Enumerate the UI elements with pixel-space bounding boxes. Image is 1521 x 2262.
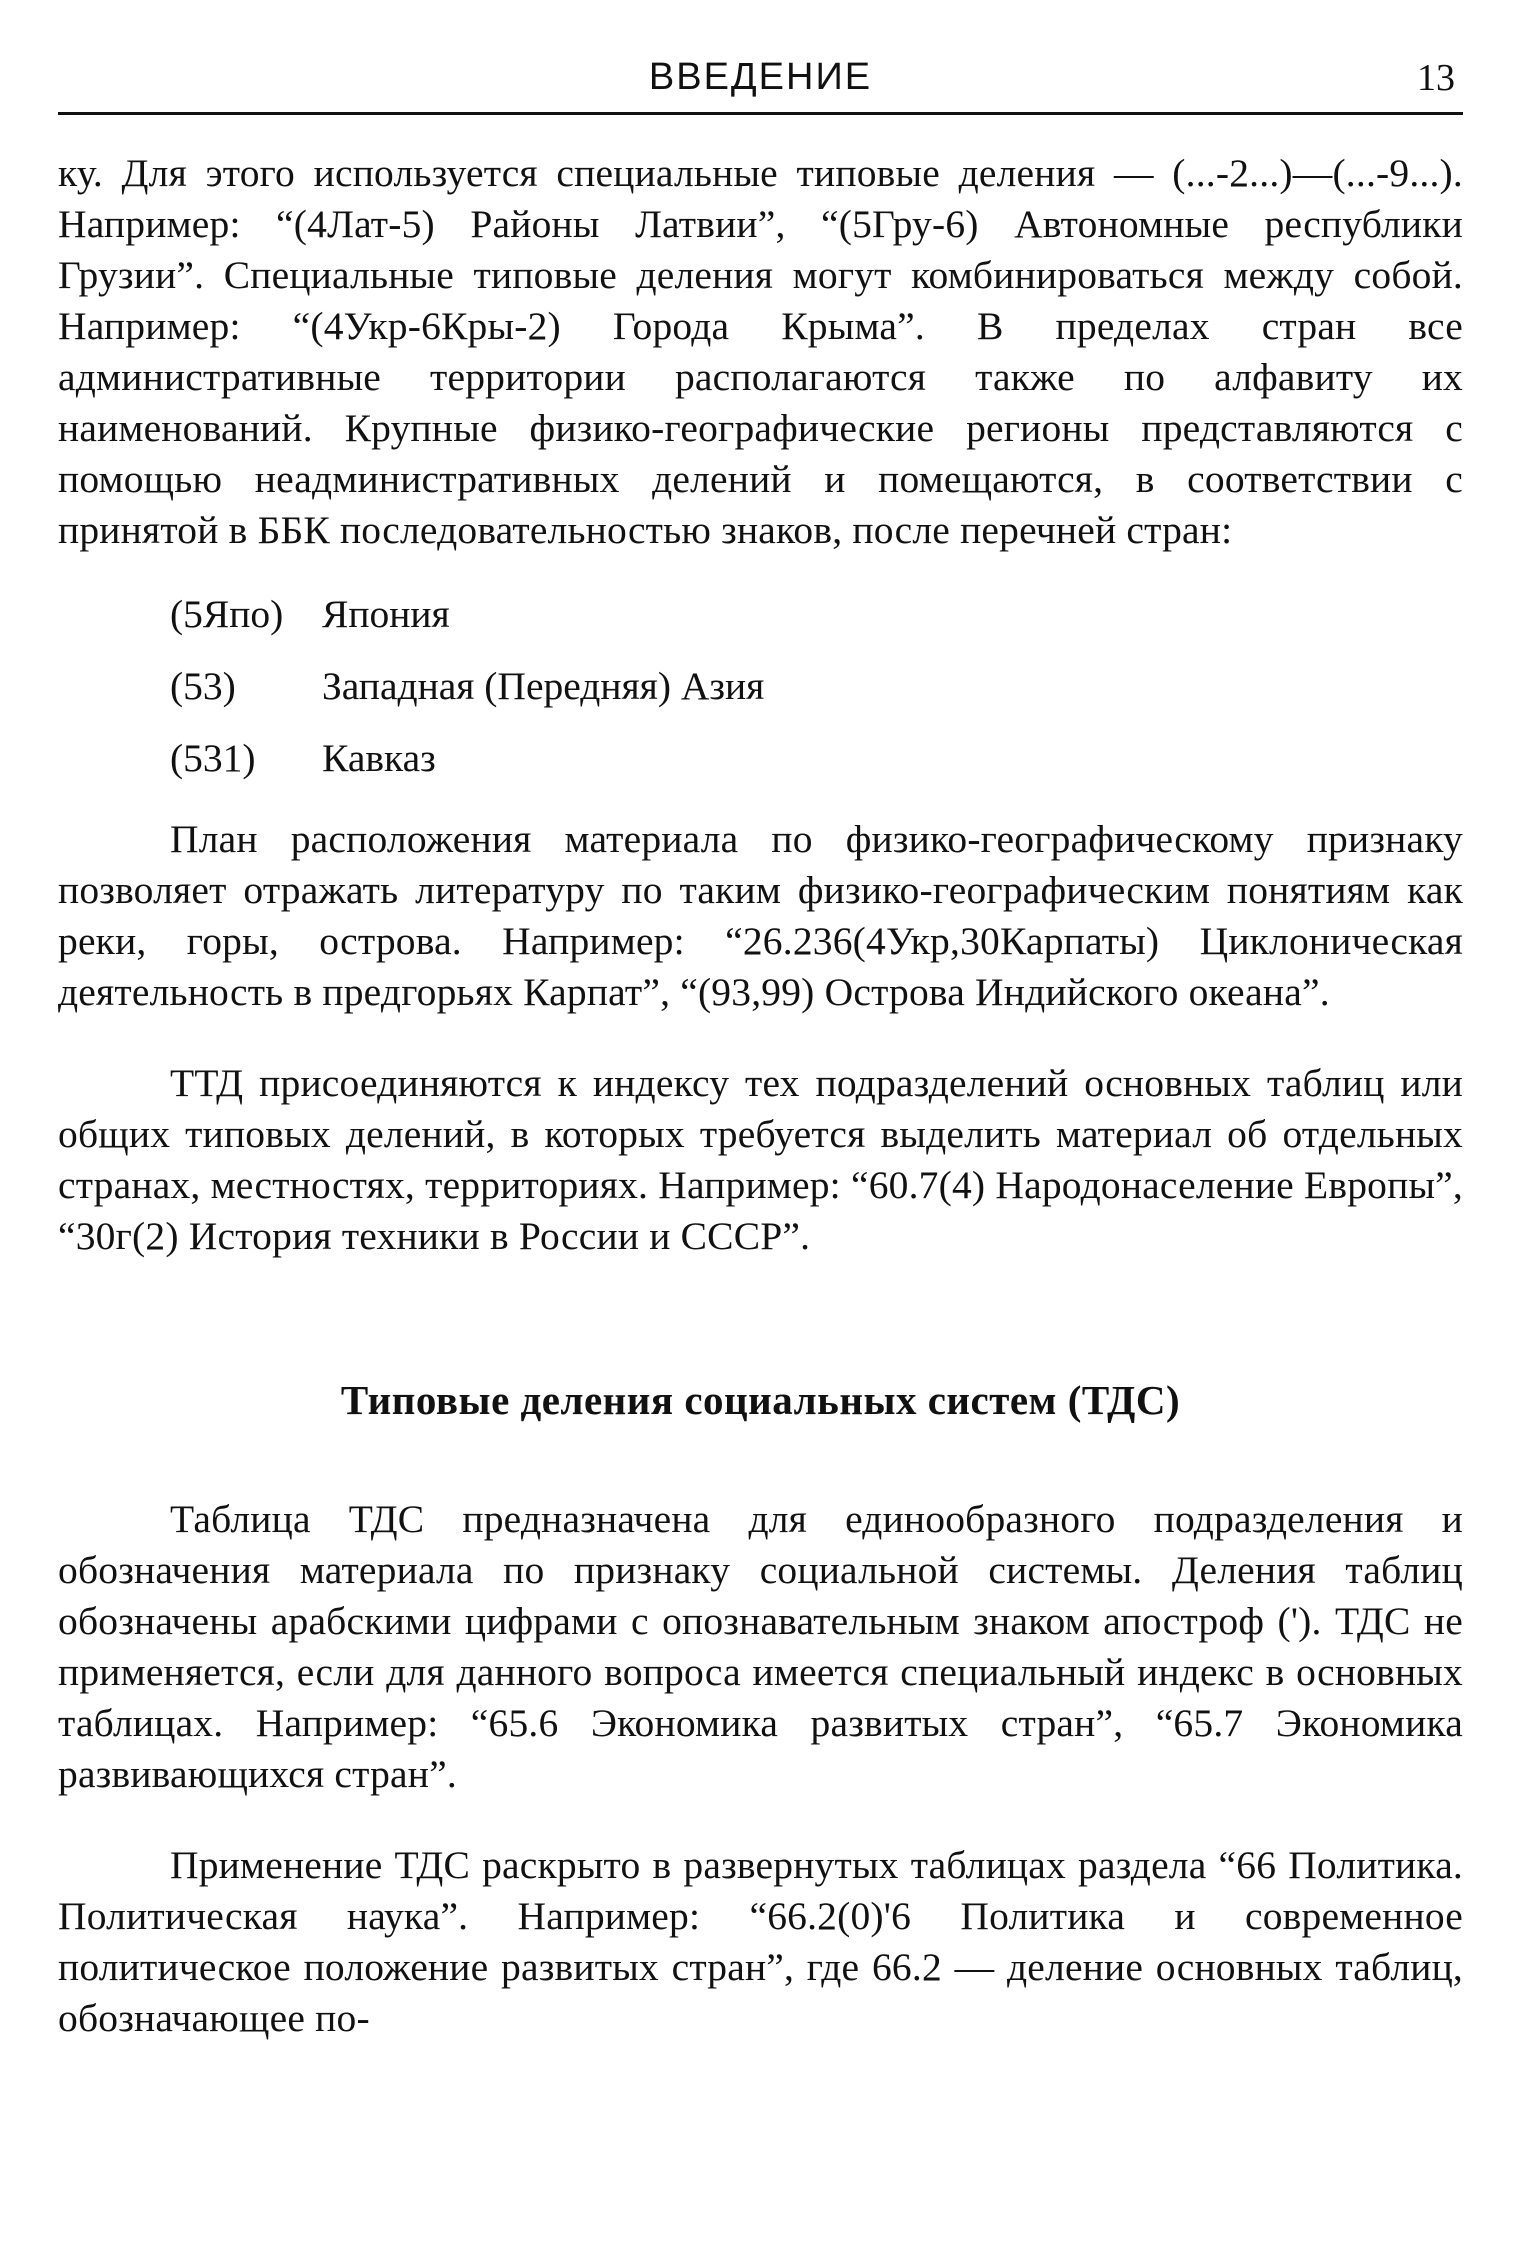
paragraph-ttd: ТТД присоединяются к индексу тех подразделений основных таблиц или общих типовых делений, в которых требуется выделить материал об отдельных странах, местностях, территориях. Например: “60.7(4) Народонаселение Европы”, “30г(2) История техники в России и СССР”. <box>58 1061 1463 1258</box>
page-number: 13 <box>1417 57 1455 99</box>
region-code: (53) <box>170 664 236 708</box>
paragraph-plan: План расположения материала по физико-географическому признаку позволяет отражать литературу по таким физико-географическим понятиям как реки, горы, острова. Например: “26.236(4Укр,30Карпаты) Циклоническая деятельность в предгорьях Карпат”, “(93,99) Острова Индийского океана”. <box>58 817 1463 1014</box>
region-code: (5Япо) <box>170 592 284 636</box>
region-code: (531) <box>170 736 256 780</box>
section-heading: Типовые деления социальных систем (ТДС) <box>340 1377 1181 1423</box>
region-code-list <box>58 578 1463 794</box>
running-header <box>58 52 1463 115</box>
paragraph-spacer <box>58 1018 1463 1058</box>
region-label: Япония <box>322 592 450 636</box>
paragraph-intro: ку. Для этого используется специальные типовые деления — (...-2...)—(...-9...). Например: “(4Лат-5) Районы Латвии”, “(5Гру-6) Автономные республики Грузии”. Специальные типовые деления могут комбинироваться между собой. Например: “(4Укр-6Кры-2) Города Крыма”. В пределах стран все административные территории располагаются также по алфавиту их наименований. Крупные физико-географические регионы представляются с помощью неадминистративных делений и помещаются, в соответствии с принятой в ББК последовательностью знаков, после перечней стран: <box>58 151 1463 552</box>
paragraph-tds-table: Таблица ТДС предназначена для единообразного подразделения и обозначения материала по признаку социальной системы. Деления таблиц обозначены арабскими цифрами с опознавательным знаком апостроф ('). ТДС не применяется, если для данного вопроса имеется специальный индекс в основных таблицах. Например: “65.6 Экономика развитых стран”, “65.7 Экономика развивающихся стран”. <box>58 1497 1463 1796</box>
running-title: ВВЕДЕНИЕ <box>648 56 873 98</box>
page-body <box>58 148 1463 2044</box>
list-item <box>58 650 1463 722</box>
region-label: Западная (Передняя) Азия <box>322 664 765 708</box>
paragraph-spacer <box>58 1800 1463 1840</box>
list-item <box>58 578 1463 650</box>
book-page <box>58 0 1463 2262</box>
paragraph-tds-application: Применение ТДС раскрыто в развернутых таблицах раздела “66 Политика. Политическая наука”. Например: “66.2(0)'6 Политика и современное политическое положение развитых стран”, где 66.2 — деление основных таблиц, обозначающее по- <box>58 1843 1463 2040</box>
list-item <box>58 722 1463 794</box>
region-label: Кавказ <box>322 736 436 780</box>
